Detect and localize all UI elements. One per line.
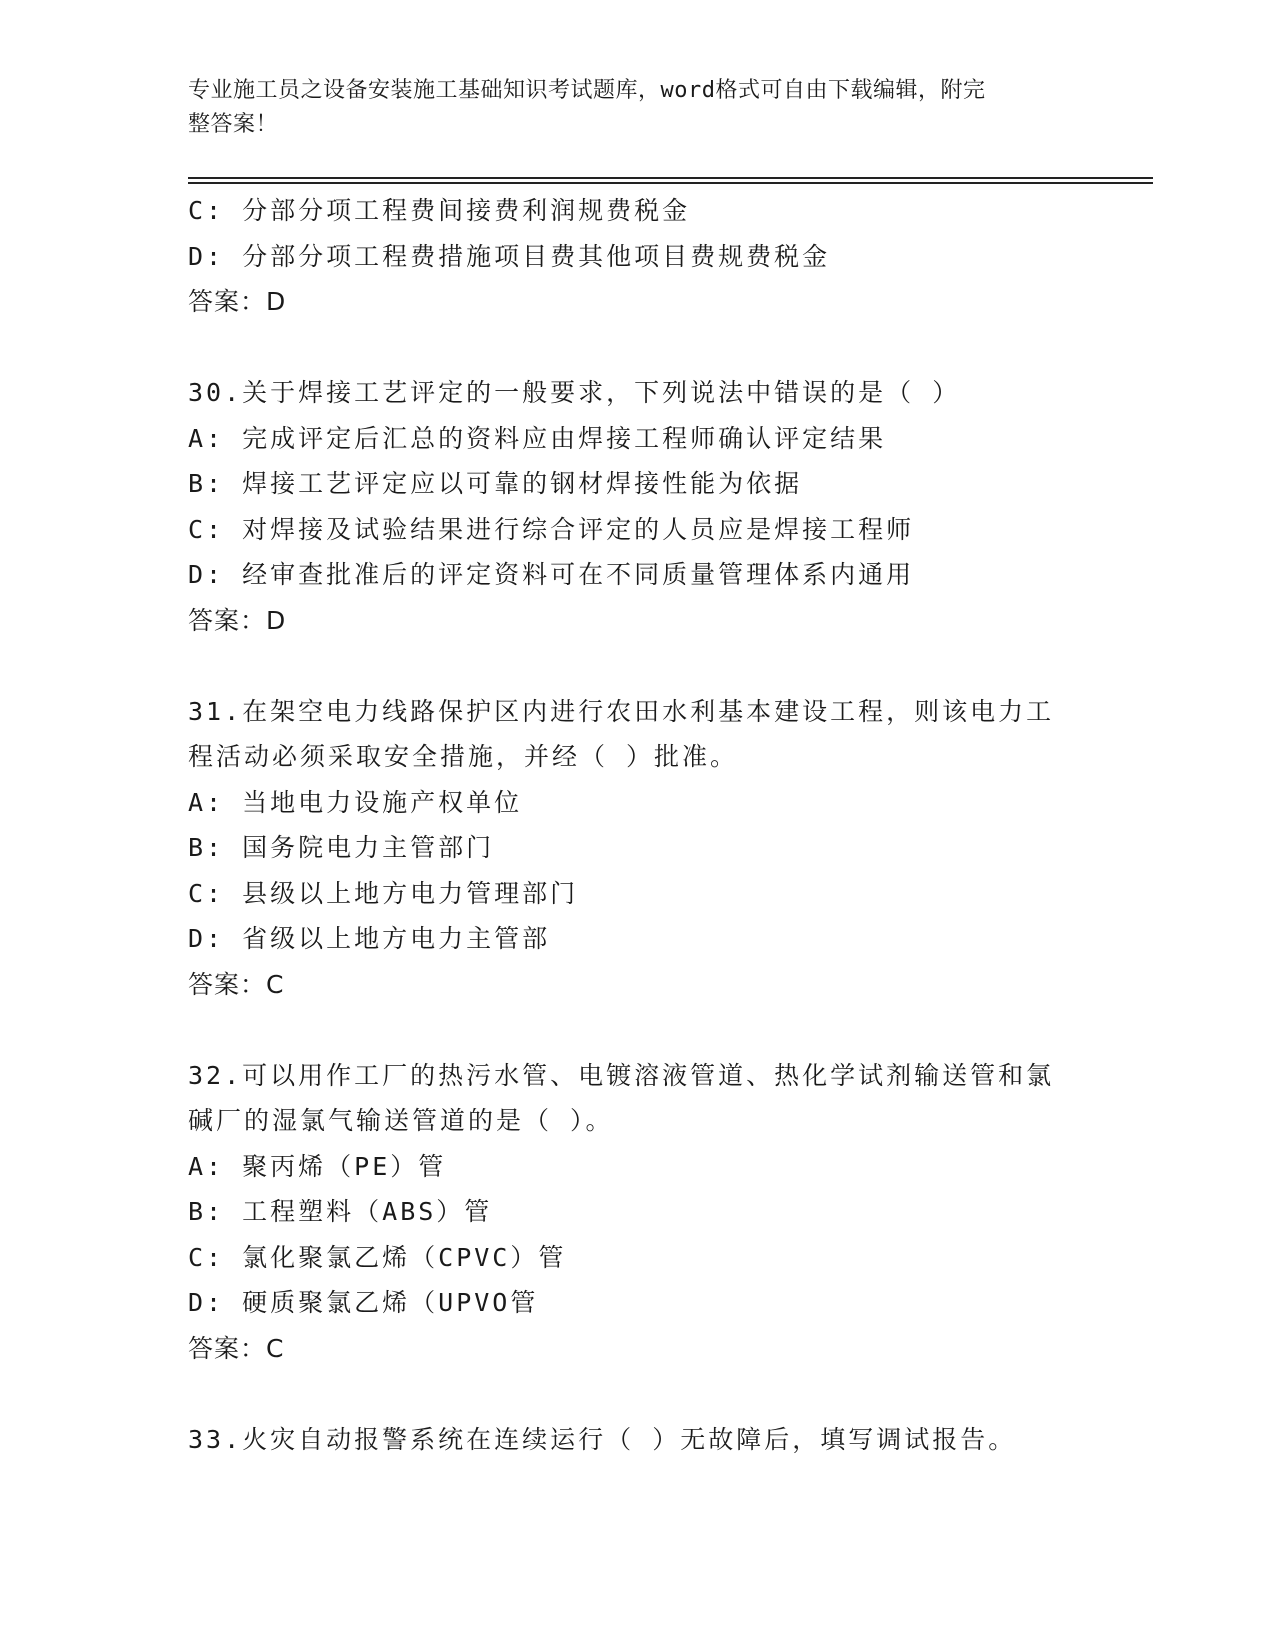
- option-d: D: 分部分项工程费措施项目费其他项目费规费税金: [188, 241, 831, 271]
- header-rule-top: [188, 177, 1153, 179]
- spacer: [188, 1007, 1088, 1053]
- option-b: B: 工程塑料（ABS）管: [188, 1197, 493, 1226]
- question-stem-line-2: 碱厂的湿氯气输送管道的是（ ）。: [188, 1106, 614, 1135]
- answer-line: 答案：C: [188, 969, 285, 999]
- question-stem-line-1: 31.在架空电力线路保护区内进行农田水利基本建设工程，则该电力工: [188, 696, 1055, 726]
- question-stem: 33.火灾自动报警系统在连续运行（ ）无故障后，填写调试报告。: [188, 1424, 1017, 1454]
- option-a: A: 当地电力设施产权单位: [188, 787, 523, 817]
- option-d: D: 经审查批准后的评定资料可在不同质量管理体系内通用: [188, 560, 915, 589]
- option-d: D: 硬质聚氯乙烯（UPVO管: [188, 1288, 539, 1317]
- question-31: [188, 689, 1088, 1008]
- header-line-1: 专业施工员之设备安装施工基础知识考试题库，word格式可自由下载编辑，附完: [188, 78, 986, 103]
- option-a: A: 聚丙烯（PE）管: [188, 1151, 447, 1181]
- question-stem-line-1: 32.可以用作工厂的热污水管、电镀溶液管道、热化学试剂输送管和氯: [188, 1060, 1055, 1090]
- answer-line: 答案：D: [188, 287, 287, 316]
- question-29-tail: [188, 188, 1088, 325]
- option-b: B: 焊接工艺评定应以可靠的钢材焊接性能为依据: [188, 469, 803, 498]
- header-line-2: 整答案！: [188, 112, 279, 137]
- question-30: [188, 370, 1088, 643]
- question-stem-line-2: 程活动必须采取安全措施，并经（ ）批准。: [188, 742, 739, 771]
- option-c: C: 对焊接及试验结果进行综合评定的人员应是焊接工程师: [188, 514, 915, 544]
- option-d: D: 省级以上地方电力主管部: [188, 924, 551, 953]
- spacer: [188, 643, 1088, 689]
- question-33: [188, 1417, 1088, 1463]
- question-list: [188, 188, 1088, 1462]
- answer-line: 答案：D: [188, 605, 287, 635]
- spacer: [188, 325, 1088, 371]
- spacer: [188, 1371, 1088, 1417]
- question-stem: 30.关于焊接工艺评定的一般要求，下列说法中错误的是（ ）: [188, 378, 961, 407]
- option-c: C: 氯化聚氯乙烯（CPVC）管: [188, 1242, 567, 1272]
- answer-line: 答案：C: [188, 1333, 285, 1363]
- page-header: [188, 74, 1068, 142]
- option-b: B: 国务院电力主管部门: [188, 833, 495, 862]
- option-c: C: 分部分项工程费间接费利润规费税金: [188, 196, 691, 225]
- option-c: C: 县级以上地方电力管理部门: [188, 878, 579, 908]
- option-a: A: 完成评定后汇总的资料应由焊接工程师确认评定结果: [188, 423, 887, 453]
- header-rule-bottom: [188, 182, 1153, 184]
- question-32: [188, 1053, 1088, 1372]
